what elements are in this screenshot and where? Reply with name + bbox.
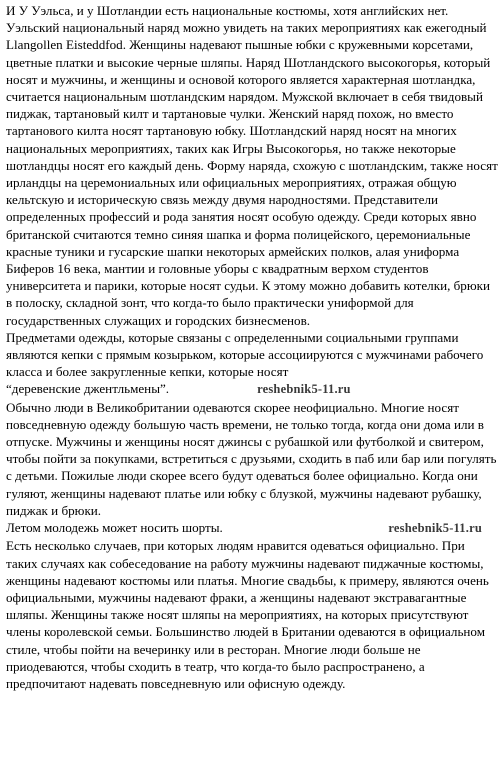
paragraph-national-costumes: И У Уэльса, и у Шотландии есть национальные костюмы, хотя английских нет. Уэльский национальный наряд можно увидеть на таких мероприятиях как ежегодный Llangollen Eisteddfod. Женщины надевают пышные юбки с кружевными корсетами, цветные платки и высокие черные шляпы. Наряд Шотландского высокогорья, который носят и мужчины, и женщины и основой которого является характерная шотландка, считается национальным шотландским нарядом. Мужской включает в себя твидовый пиджак, тартановый килт и тартановые чулки. Женский наряд похож, но вместо тартанового килта носят тартановую юбку. Шотландский наряд носят на многих национальных мероприятиях, таких как Игры Высокогорья, но также некоторые шотландцы носят его каждый день. Форму наряда, схожую с шотландским, также носят ирландцы на церемониальных или официальных мероприятиях, отражая общую кельтскую и историческую связь между двумя народностями. Представители определенных профессий и рода занятия носят особую одежду. Среди которых явно британской считаются темно синяя шапка и форма полицейского, церемониальные красные туники и гусарские шапки некоторых армейских полков, алая униформа Биферов 16 века, мантии и головные уборы с квадратным верхом студентов университета и парики, которые носят судьи. К этому можно добавить котелки, брюки в полоску, складной зонт, что когда-то было практически униформой для государственных служащих и городских бизнесменов. <box>6 3 498 328</box>
paragraph-social-groups: Предметами одежды, которые связаны с определенными социальными группами являются кепки с прямым козырьком, которые ассоциируются с мужчинами рабочего класса и более закругленные кепки, которые носят <box>6 329 484 380</box>
paragraph-summer-shorts: Летом молодежь может носить шорты. <box>6 520 223 536</box>
paragraph-country-gentlemen: “деревенские джентльмены”. <box>6 381 170 397</box>
watermark-text: reshebnik5-11.ru <box>257 382 351 397</box>
watermark-text: reshebnik5-11.ru <box>388 521 482 536</box>
watermark-line-2 <box>6 519 498 537</box>
paragraph-formal-dress: Есть несколько случаев, при которых людям нравится одеваться официально. При таких случаях как собеседование на работу мужчины надевают пиджачные костюмы, женщины надевают костюмы или платья. Многие свадьбы, к примеру, являются очень официальными, мужчины надевают фраки, а женщины надевают экстравагантные шляпы. Женщины также носят шляпы на мероприятиях, на которых присутствуют члены королевской семьи. Большинство людей в Британии одеваются в официальном стиле, чтобы пойти на вечеринку или в ресторан. Многие люди больше не приодеваются, чтобы сходить в театр, что когда-то было распространено, а предпочитают надевать повседневную или офисную одежду. <box>6 538 489 691</box>
paragraph-informal-dress: Обычно люди в Великобритании одеваются скорее неофициально. Многие носят повседневную одежду большую часть времени, не только тогда, когда они дома или в отпуске. Мужчины и женщины носят джинсы с рубашкой или футболкой и свитером, чтобы пойти за покупками, встретиться с друзьями, сходить в паб или бар или погулять с детьми. Пожилые люди скорее всего будут одеваться более официально. Когда они гуляют, женщины надевают платье или юбку с блузкой, мужчины надевают рубашку, пиджак и брюки. <box>6 399 497 518</box>
watermark-line-1 <box>6 380 498 398</box>
